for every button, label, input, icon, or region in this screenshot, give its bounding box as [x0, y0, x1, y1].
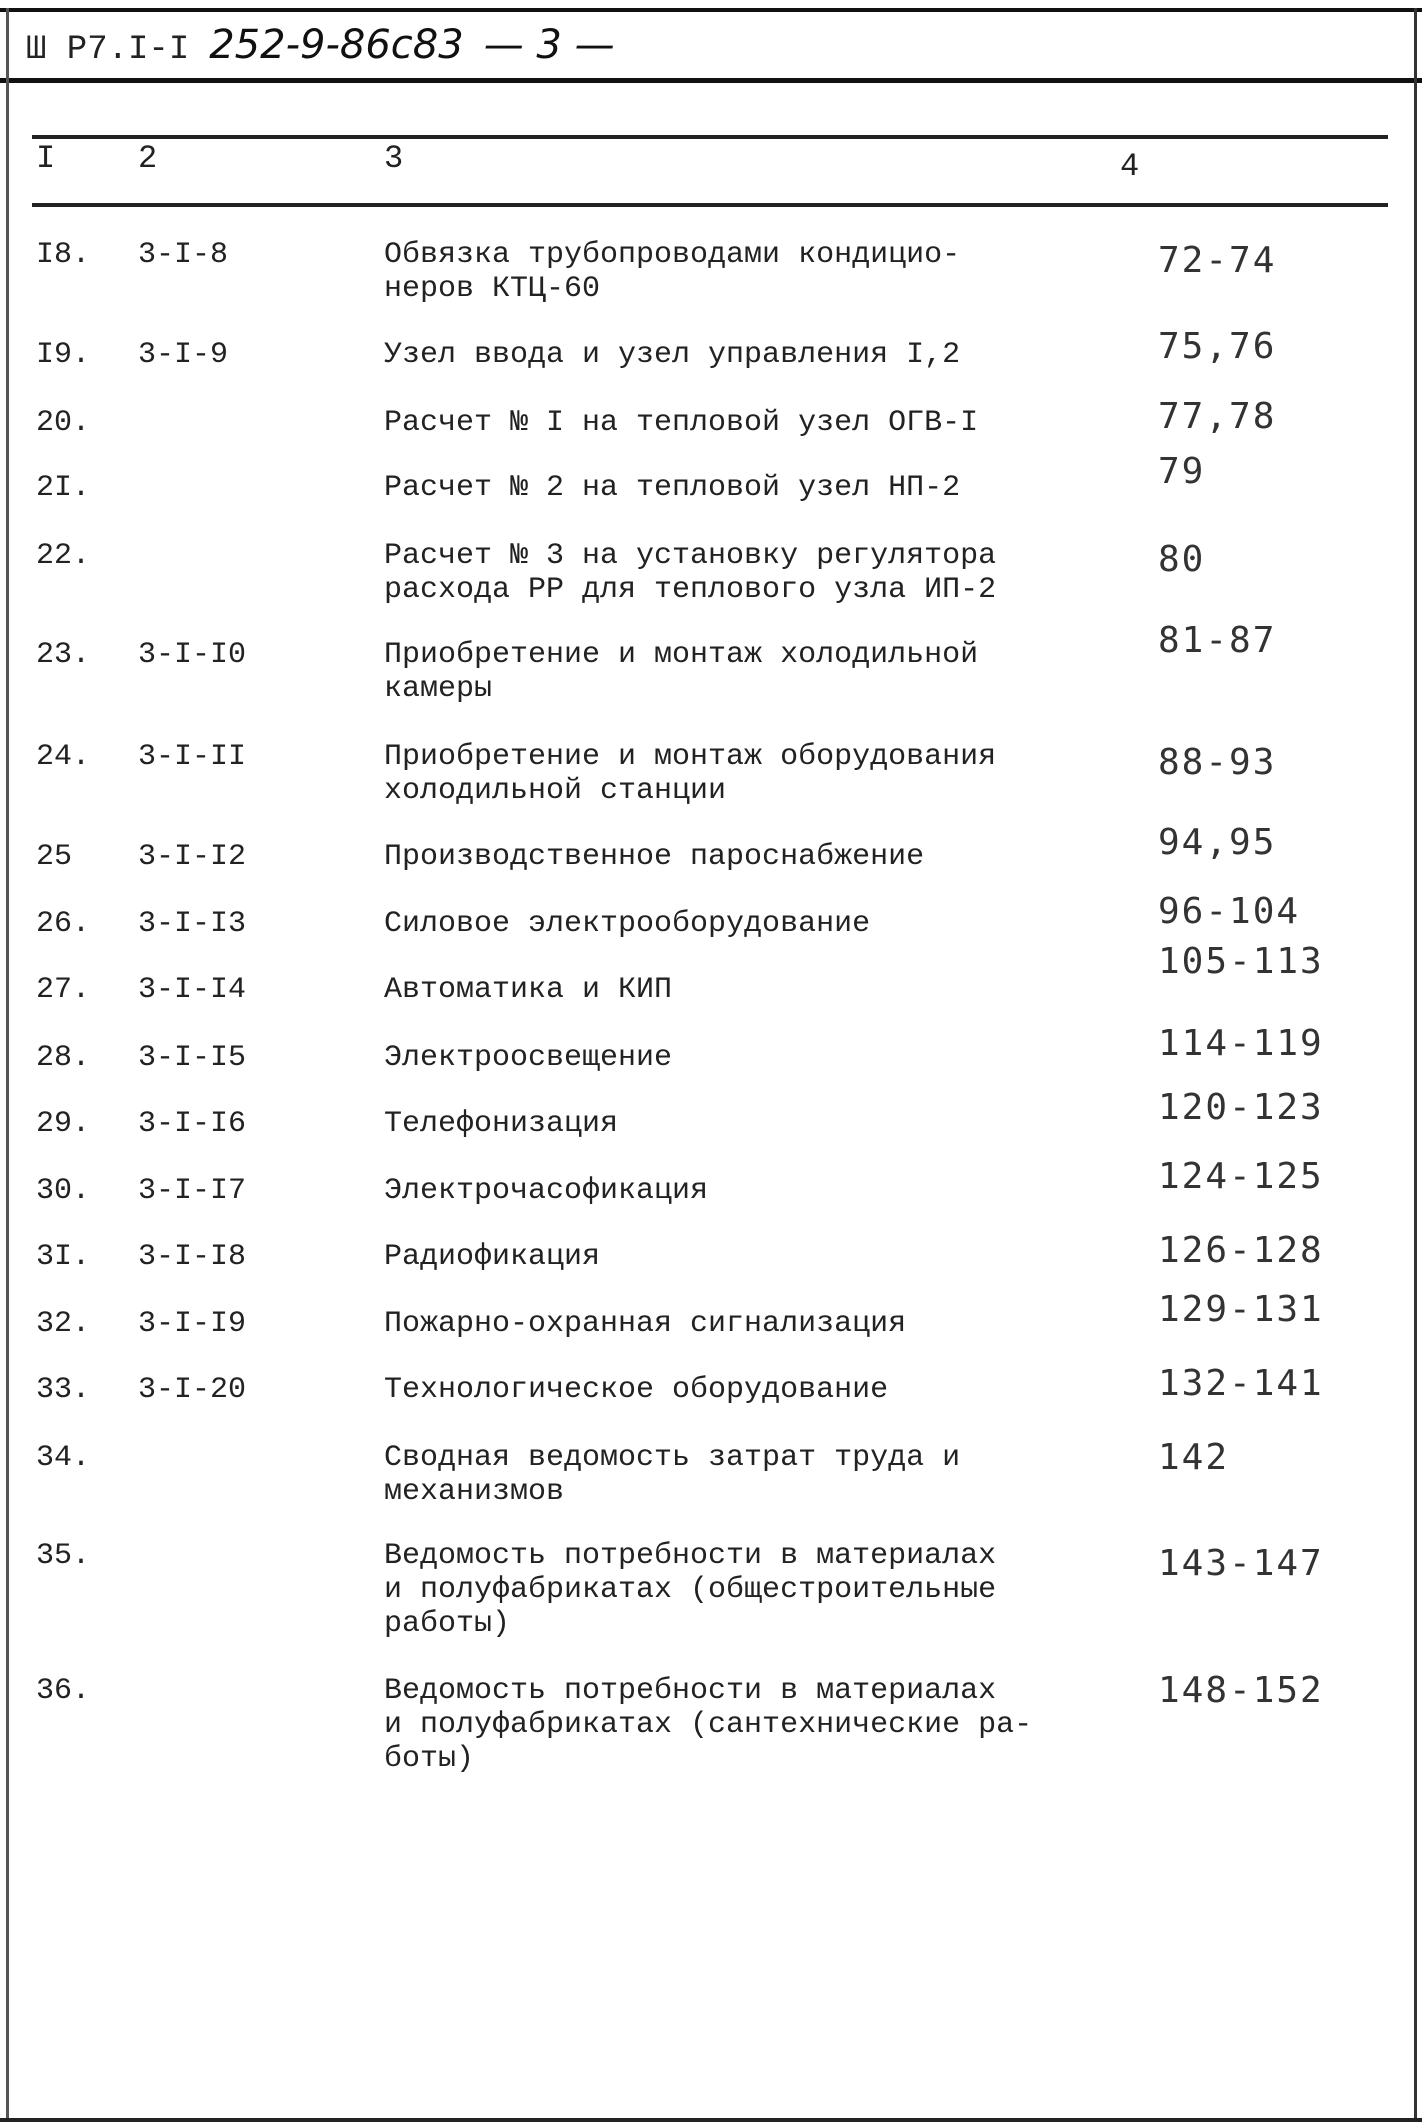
section-title: Обвязка трубопроводами кондицио- неров КТЦ-60	[384, 238, 961, 306]
page-number: — 3 —	[483, 22, 615, 68]
section-code: 3-I-9	[138, 338, 229, 372]
section-code: 3-I-II	[138, 740, 247, 774]
column-header-3: 3	[384, 140, 404, 177]
page-range: 143-147	[1158, 1543, 1324, 1584]
page-range: 72-74	[1158, 240, 1277, 281]
section-title: Узел ввода и узел управления I,2	[384, 338, 961, 372]
page-range: 77,78	[1158, 396, 1277, 437]
section-code: 3-I-I0	[138, 638, 247, 672]
row-number: 30.	[36, 1174, 91, 1208]
page-range: 120-123	[1158, 1087, 1324, 1128]
page-range: 132-141	[1158, 1363, 1324, 1404]
frame-top-border	[0, 8, 1422, 12]
section-title: Сводная ведомость затрат труда и механизмов	[384, 1441, 961, 1509]
series-code: Ш Р7.I-I	[26, 31, 190, 69]
section-title: Силовое электрооборудование	[384, 907, 871, 941]
row-number: 32.	[36, 1307, 91, 1341]
section-title: Расчет № 3 на установку регулятора расхода РР для теплового узла ИП-2	[384, 539, 997, 607]
section-title: Пожарно-охранная сигнализация	[384, 1307, 907, 1341]
row-number: 27.	[36, 973, 91, 1007]
section-code: 3-I-8	[138, 238, 229, 272]
document-header	[26, 22, 615, 69]
row-number: I8.	[36, 238, 91, 272]
section-code: 3-I-I2	[138, 840, 247, 874]
column-header-1: I	[36, 140, 56, 177]
table-header-bottom-rule	[32, 203, 1388, 207]
page-range: 105-113	[1158, 941, 1324, 982]
row-number: 29.	[36, 1107, 91, 1141]
section-code: 3-I-I6	[138, 1107, 247, 1141]
column-header-2: 2	[138, 140, 158, 177]
section-title: Ведомость потребности в материалах и полуфабрикатах (сантехнические ра- боты)	[384, 1674, 1033, 1776]
section-title: Расчет № I на тепловой узел ОГВ-I	[384, 406, 979, 440]
page-range: 75,76	[1158, 326, 1277, 367]
document-number: 252-9-86с83	[209, 22, 464, 68]
page-range: 81-87	[1158, 620, 1277, 661]
section-title: Электрочасофикация	[384, 1174, 709, 1208]
section-code: 3-I-20	[138, 1373, 247, 1407]
row-number: 2I.	[36, 471, 91, 505]
section-code: 3-I-I4	[138, 973, 247, 1007]
row-number: 28.	[36, 1041, 91, 1075]
section-title: Радиофикация	[384, 1240, 601, 1274]
section-code: 3-I-I8	[138, 1240, 247, 1274]
section-title: Приобретение и монтаж холодильной камеры	[384, 638, 979, 706]
row-number: 36.	[36, 1674, 91, 1708]
row-number: I9.	[36, 338, 91, 372]
page-range: 124-125	[1158, 1156, 1324, 1197]
row-number: 26.	[36, 907, 91, 941]
row-number: 34.	[36, 1441, 91, 1475]
section-title: Приобретение и монтаж оборудования холодильной станции	[384, 740, 997, 808]
row-number: 33.	[36, 1373, 91, 1407]
title-block-border	[0, 78, 1422, 83]
page-range: 129-131	[1158, 1289, 1324, 1330]
section-title: Технологическое оборудование	[384, 1373, 889, 1407]
row-number: 35.	[36, 1539, 91, 1573]
section-title: Телефонизация	[384, 1107, 619, 1141]
page-range: 114-119	[1158, 1023, 1324, 1064]
section-code: 3-I-I9	[138, 1307, 247, 1341]
row-number: 23.	[36, 638, 91, 672]
row-number: 25	[36, 840, 73, 874]
row-number: 22.	[36, 539, 91, 573]
row-number: 20.	[36, 406, 91, 440]
frame-bottom-border	[0, 2118, 1422, 2122]
page-range: 126-128	[1158, 1230, 1324, 1271]
row-number: 24.	[36, 740, 91, 774]
frame-left-border	[6, 8, 9, 2118]
page-range: 148-152	[1158, 1670, 1324, 1711]
page-range: 94,95	[1158, 822, 1277, 863]
section-title: Автоматика и КИП	[384, 973, 673, 1007]
section-title: Электроосвещение	[384, 1041, 673, 1075]
page-range: 96-104	[1158, 891, 1301, 932]
page-range: 88-93	[1158, 742, 1277, 783]
table-header-top-rule	[32, 135, 1388, 139]
row-number: 3I.	[36, 1240, 91, 1274]
section-title: Расчет № 2 на тепловой узел НП-2	[384, 471, 961, 505]
page-range: 80	[1158, 539, 1206, 580]
frame-right-border	[1414, 8, 1417, 2118]
section-code: 3-I-I5	[138, 1041, 247, 1075]
section-code: 3-I-I7	[138, 1174, 247, 1208]
section-title: Производственное пароснабжение	[384, 840, 925, 874]
page-range: 79	[1158, 451, 1206, 492]
page-range: 142	[1158, 1437, 1230, 1478]
column-header-4: 4	[1120, 148, 1140, 185]
section-code: 3-I-I3	[138, 907, 247, 941]
section-title: Ведомость потребности в материалах и полуфабрикатах (общестроительные работы)	[384, 1539, 997, 1641]
